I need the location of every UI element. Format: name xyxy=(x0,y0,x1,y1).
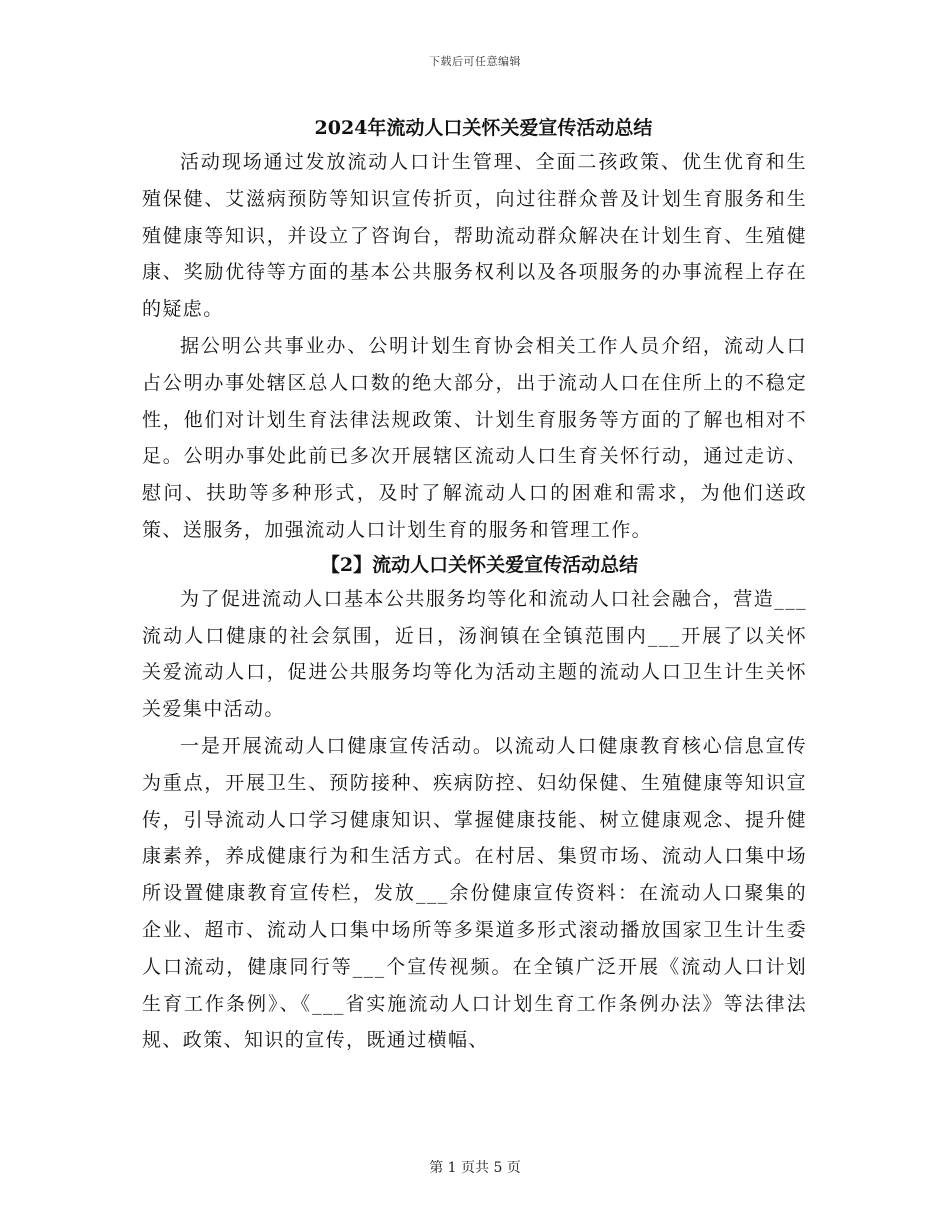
document-title: 2024年流动人口关怀关爱宣传活动总结 xyxy=(314,117,653,139)
page-header-note: 下载后可任意编辑 xyxy=(429,55,521,68)
paragraph: 一是开展流动人口健康宣传活动。以流动人口健康教育核心信息宣传为重点，开展卫生、预防接种、疾病防控、妇幼保健、生殖健康等知识宣传，引导流动人口学习健康知识、掌握健康技能、树立健康观念、提升健康素养，养成健康行为和生活方式。在村居、集贸市场、流动人口集中场所设置健康教育宣传栏，发放___余份健康宣传资料：在流动人口聚集的企业、超市、流动人口集中场所等多渠道多形式滚动播放国家卫生计生委人口流动，健康同行等___个宣传视频。在全镇广泛开展《流动人口计划生育工作条例》、《___省实施流动人口计划生育工作条例办法》等法律法规、政策、知识的宣传，既通过横幅、 xyxy=(142,734,807,1052)
paragraph: 活动现场通过发放流动人口计生管理、全面二孩政策、优生优育和生殖保健、艾滋病预防等知识宣传折页，向过往群众普及计划生育服务和生殖健康等知识，并设立了咨询台，帮助流动群众解决在计划生育、生殖健康、奖励优待等方面的基本公共服务权利以及各项服务的办事流程上存在的疑虑。 xyxy=(142,151,807,321)
paragraph: 为了促进流动人口基本公共服务均等化和流动人口社会融合，营造___流动人口健康的社会氛围，近日，汤涧镇在全镇范围内___开展了以关怀关爱流动人口，促进公共服务均等化为活动主题的流动人口卫生计生关怀关爱集中活动。 xyxy=(142,587,807,721)
page-number: 第 1 页共 5 页 xyxy=(429,1160,521,1176)
section-title: 【2】流动人口关怀关爱宣传活动总结 xyxy=(320,553,639,576)
paragraph: 据公明公共事业办、公明计划生育协会相关工作人员介绍，流动人口占公明办事处辖区总人口数的绝大部分，出于流动人口在住所上的不稳定性，他们对计划生育法律法规政策、计划生育服务等方面的了解也相对不足。公明办事处此前已多次开展辖区流动人口生育关怀行动，通过走访、慰问、扶助等多种形式，及时了解流动人口的困难和需求，为他们送政策、送服务，加强流动人口计划生育的服务和管理工作。 xyxy=(142,334,807,541)
document-body xyxy=(142,112,807,1059)
